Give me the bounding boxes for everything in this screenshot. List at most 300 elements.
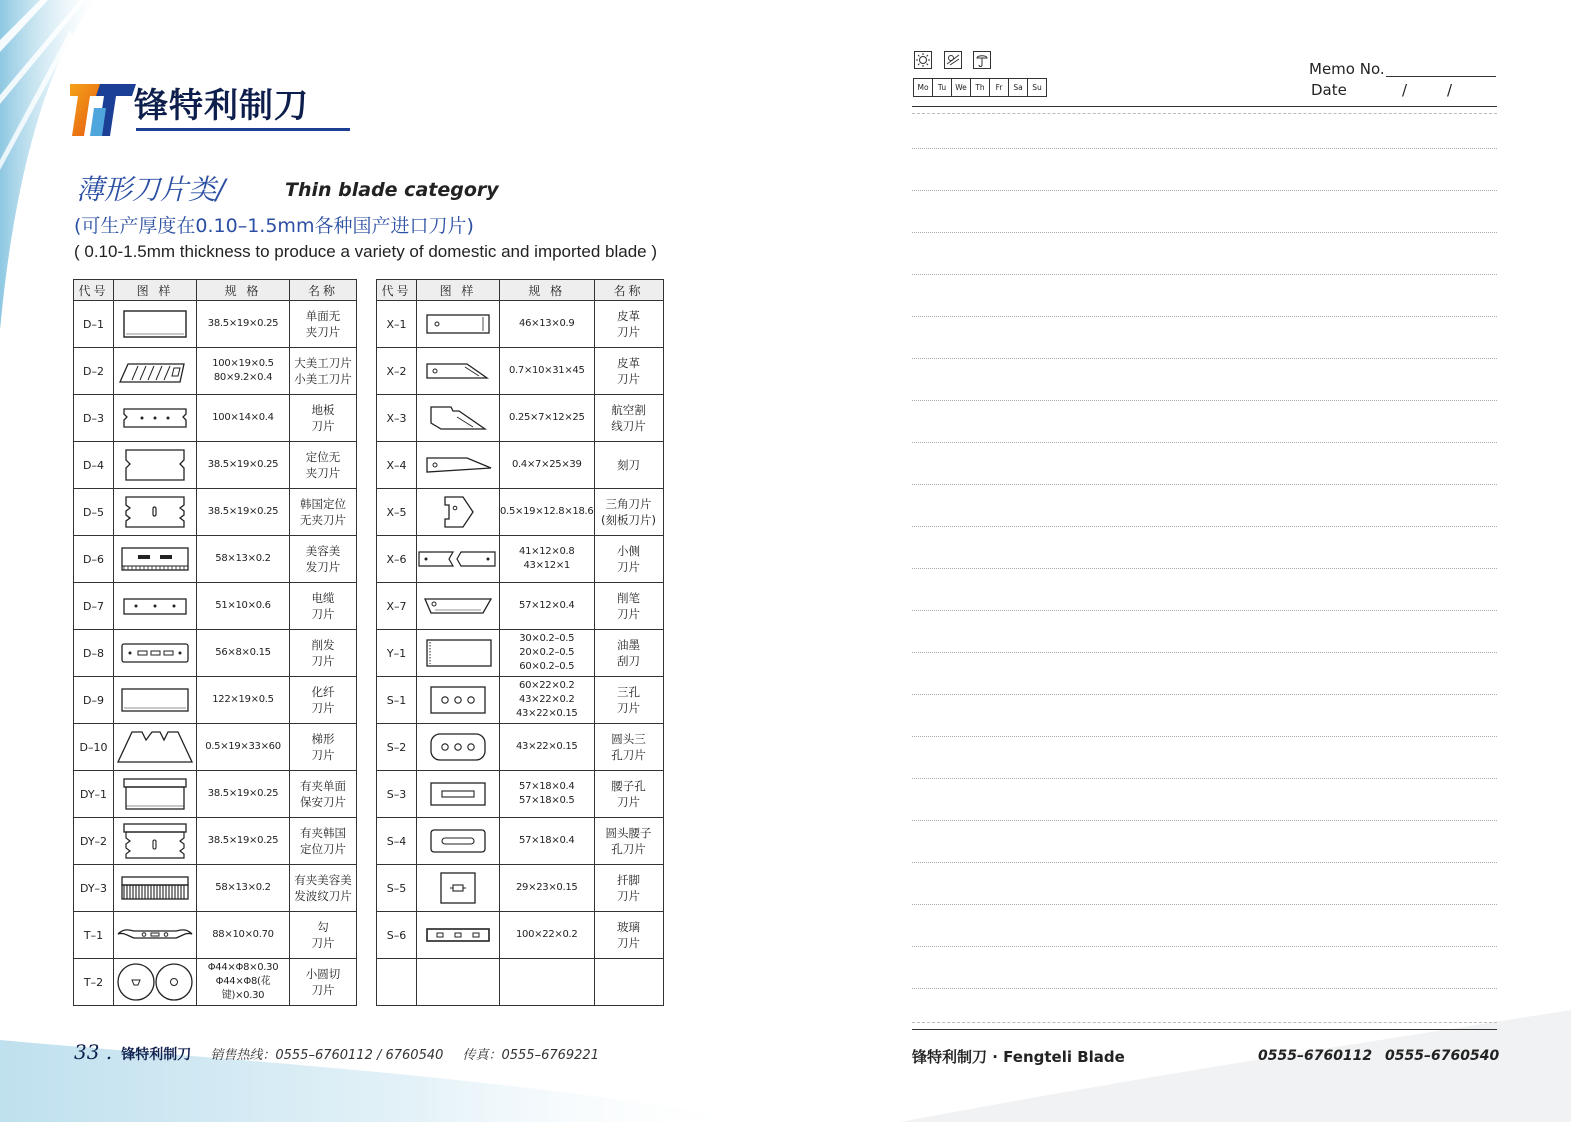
memo-line[interactable] — [912, 358, 1497, 359]
table-row — [74, 630, 357, 677]
memo-line[interactable] — [912, 946, 1497, 947]
blade-name — [290, 865, 357, 912]
spec-line: 51×10×0.6 — [215, 600, 271, 611]
memo-line[interactable] — [912, 904, 1497, 905]
spec-line: 43×22×0.15 — [516, 741, 578, 752]
table-row — [377, 583, 664, 630]
blade-diagram — [417, 489, 500, 536]
engraving-blade-icon — [417, 444, 499, 486]
blade-code: X–6 — [377, 536, 417, 583]
blade-name — [594, 583, 663, 630]
name-line: 孔刀片 — [611, 748, 646, 762]
memo-line[interactable] — [912, 274, 1497, 275]
blade-diagram — [114, 583, 197, 630]
name-line: 地板 — [311, 403, 335, 417]
blade-code: D–6 — [74, 536, 114, 583]
blade-name — [594, 489, 663, 536]
blade-spec — [500, 677, 595, 724]
blade-name — [594, 348, 663, 395]
memo-line[interactable] — [912, 316, 1497, 317]
weekday-sa[interactable]: Sa — [1008, 78, 1028, 97]
name-line: 刀片 — [311, 936, 335, 950]
spec-line: 41×12×0.8 — [519, 546, 575, 557]
blade-diagram — [417, 771, 500, 818]
name-line: 皮革 — [617, 356, 640, 370]
blade-code: DY–3 — [74, 865, 114, 912]
name-line: 小美工刀片 — [294, 372, 352, 386]
blade-code: X–1 — [377, 301, 417, 348]
blade-code: DY–2 — [74, 818, 114, 865]
table-row — [74, 301, 357, 348]
blade-diagram — [114, 912, 197, 959]
blade-spec — [500, 865, 595, 912]
korean-positioning-blade-icon — [114, 491, 196, 533]
blade-spec — [197, 959, 290, 1006]
name-line: 单面无 — [305, 309, 341, 323]
name-line: 三孔 — [617, 685, 640, 699]
name-line: 刀片 — [617, 795, 640, 809]
table-row — [74, 536, 357, 583]
memo-line[interactable] — [912, 526, 1497, 527]
blade-diagram — [114, 771, 197, 818]
name-line: 皮革 — [617, 309, 640, 323]
subtitle-chinese: (可生产厚度在0.10–1.5mm各种国产进口刀片) — [74, 215, 474, 237]
blade-spec — [197, 489, 290, 536]
table-row — [377, 959, 664, 1006]
blade-code: D–1 — [74, 301, 114, 348]
blade-diagram — [114, 489, 197, 536]
spec-line: 100×19×0.5 — [212, 358, 274, 369]
name-line: 削笔 — [617, 591, 640, 605]
memo-top-dash — [912, 113, 1497, 114]
blade-code: D–2 — [74, 348, 114, 395]
footer-fax: 传真：0555–6769221 — [462, 1048, 599, 1063]
blade-diagram — [417, 536, 500, 583]
memo-line[interactable] — [912, 442, 1497, 443]
header-spec: 规 格 — [197, 280, 290, 301]
memo-line[interactable] — [912, 484, 1497, 485]
blade-code — [377, 959, 417, 1006]
name-line: 电缆 — [311, 591, 335, 605]
memo-line[interactable] — [912, 148, 1497, 149]
blade-spec — [197, 536, 290, 583]
blade-diagram — [114, 536, 197, 583]
name-line: 化纤 — [311, 685, 335, 699]
name-line: 削发 — [311, 638, 335, 652]
spec-line: 57×18×0.5 — [519, 795, 575, 806]
blade-diagram — [417, 301, 500, 348]
blade-code: D–5 — [74, 489, 114, 536]
three-hole-blade-icon — [417, 679, 499, 721]
blade-code: DY–1 — [74, 771, 114, 818]
blade-name — [290, 724, 357, 771]
spec-line: 57×12×0.4 — [519, 600, 575, 611]
name-line: 航空割 — [611, 403, 646, 417]
name-line: 定位刀片 — [300, 842, 346, 856]
blade-name — [290, 442, 357, 489]
name-line: 保安刀片 — [300, 795, 346, 809]
cable-blade-icon — [114, 585, 196, 627]
blade-name — [594, 301, 663, 348]
name-line: 圆头三 — [611, 732, 646, 746]
spec-line: 43×22×0.2 — [519, 694, 575, 705]
sun-icon[interactable] — [914, 51, 932, 69]
weekday-tu[interactable]: Tu — [932, 78, 952, 97]
memo-line[interactable] — [912, 652, 1497, 653]
memo-line[interactable] — [912, 400, 1497, 401]
blade-diagram — [417, 583, 500, 630]
blade-spec — [197, 677, 290, 724]
table-row — [74, 348, 357, 395]
date-label: Date — [1311, 81, 1347, 99]
clamped-single-blade-icon — [114, 773, 196, 815]
memo-line[interactable] — [912, 190, 1497, 191]
spec-line: 60×22×0.2 — [519, 680, 575, 691]
spec-line: 57×18×0.4 — [519, 835, 575, 846]
name-line: 刀片 — [617, 607, 640, 621]
date-separator: / — [1447, 81, 1453, 99]
blade-diagram — [114, 630, 197, 677]
spec-line: 30×0.2–0.5 — [519, 633, 575, 644]
header-code: 代号 — [74, 280, 114, 301]
blade-spec — [197, 630, 290, 677]
footer-left — [74, 1040, 599, 1064]
name-line: 有夹美容美 — [294, 873, 352, 887]
weekday-th[interactable]: Th — [970, 78, 990, 97]
blade-code: X–4 — [377, 442, 417, 489]
blade-diagram — [417, 395, 500, 442]
spec-line: 43×22×0.15 — [516, 708, 578, 719]
table-row — [74, 395, 357, 442]
cloudy-icon[interactable] — [944, 51, 962, 69]
memo-bottom-dash — [912, 1022, 1497, 1023]
spec-line: 20×0.2–0.5 — [519, 647, 575, 658]
blade-diagram — [417, 865, 500, 912]
blade-spec — [197, 583, 290, 630]
blade-diagram — [114, 865, 197, 912]
table-row — [377, 301, 664, 348]
footer-brand: 锋特利制刀 — [121, 1047, 192, 1063]
name-line: 孔刀片 — [611, 842, 646, 856]
name-line: 刀片 — [311, 701, 335, 715]
name-line: 刀片 — [311, 983, 335, 997]
spec-line: 88×10×0.70 — [212, 929, 274, 940]
waist-hole-blade-icon — [417, 773, 499, 815]
title-english: Thin blade category — [285, 179, 499, 201]
blade-spec — [197, 818, 290, 865]
footer-right-brand: 锋特利制刀 · Fengteli Blade — [912, 1048, 1125, 1066]
blade-name — [594, 818, 663, 865]
spec-line: 29×23×0.15 — [516, 882, 578, 893]
name-line: 刀片 — [617, 701, 640, 715]
memo-line[interactable] — [912, 568, 1497, 569]
header-name: 名称 — [290, 280, 357, 301]
blade-code: S–1 — [377, 677, 417, 724]
blade-name — [290, 395, 357, 442]
blade-spec — [197, 442, 290, 489]
memo-bottom-rule — [912, 1029, 1497, 1030]
blade-diagram — [417, 912, 500, 959]
name-line: 发刀片 — [305, 560, 341, 574]
memo-line[interactable] — [912, 988, 1497, 989]
table-row — [74, 583, 357, 630]
name-line: 刀片 — [311, 748, 335, 762]
blade-name — [290, 583, 357, 630]
footer-right-phones: 0555–6760112 0555–6760540 — [1258, 1048, 1500, 1064]
blade-name — [290, 489, 357, 536]
name-line: (刻板刀片) — [601, 513, 656, 527]
spec-line: 57×18×0.4 — [519, 781, 575, 792]
blade-name — [290, 536, 357, 583]
blade-spec — [500, 301, 595, 348]
memo-number-label: Memo No. — [1309, 60, 1385, 78]
round-waist-hole-blade-icon — [417, 820, 499, 862]
leather-angled-blade-icon — [417, 350, 499, 392]
blade-name — [594, 677, 663, 724]
subtitle-english: ( 0.10-1.5mm thickness to produce a variety of domestic and imported blade ) — [74, 242, 658, 261]
blade-spec — [500, 442, 595, 489]
memo-line[interactable] — [912, 736, 1497, 737]
name-line: 无夹刀片 — [300, 513, 346, 527]
blade-name — [290, 912, 357, 959]
name-line: 三角刀片 — [605, 497, 652, 511]
blade-code: T–2 — [74, 959, 114, 1006]
spec-line: 58×13×0.2 — [215, 882, 271, 893]
blade-diagram — [114, 395, 197, 442]
blade-diagram — [114, 442, 197, 489]
table-row — [377, 442, 664, 489]
blade-spec — [197, 912, 290, 959]
blade-code: D–8 — [74, 630, 114, 677]
memo-line[interactable] — [912, 694, 1497, 695]
table-row — [74, 865, 357, 912]
table-row — [377, 724, 664, 771]
logo-mark-icon — [70, 80, 136, 136]
name-line: 梯形 — [311, 732, 335, 746]
name-line: 夹刀片 — [305, 325, 341, 339]
blade-code: D–7 — [74, 583, 114, 630]
name-line: 刀片 — [311, 607, 335, 621]
blade-spec — [500, 489, 595, 536]
date-separator: / — [1402, 81, 1408, 99]
blade-name — [290, 818, 357, 865]
blade-spec — [500, 912, 595, 959]
blade-name — [290, 630, 357, 677]
blade-code: D–9 — [74, 677, 114, 724]
spec-line: 100×22×0.2 — [516, 929, 578, 940]
name-line: 刻刀 — [617, 458, 640, 472]
table-row — [74, 724, 357, 771]
blade-diagram — [114, 959, 197, 1006]
rain-icon[interactable] — [973, 51, 991, 69]
name-line: 线刀片 — [611, 419, 646, 433]
table-row — [74, 818, 357, 865]
spec-line: 38.5×19×0.25 — [207, 788, 279, 799]
floor-blade-icon — [114, 397, 196, 439]
name-line: 大美工刀片 — [294, 356, 352, 370]
title-chinese: 薄形刀片类/ — [76, 173, 226, 206]
blade-name — [594, 442, 663, 489]
blade-spec — [500, 724, 595, 771]
header-code: 代号 — [377, 280, 417, 301]
blade-spec — [197, 865, 290, 912]
spec-line: 0.4×7×25×39 — [511, 459, 582, 470]
table-row — [377, 677, 664, 724]
header-spec: 规 格 — [500, 280, 595, 301]
name-line: 美容美 — [305, 544, 341, 558]
blade-name — [594, 724, 663, 771]
blade-spec — [197, 348, 290, 395]
table-row — [377, 348, 664, 395]
table-row — [74, 489, 357, 536]
name-line: 有夹韩国 — [300, 826, 346, 840]
weekday-mo[interactable]: Mo — [913, 78, 933, 97]
name-line: 发波纹刀片 — [294, 889, 352, 903]
utility-knife-blade-icon — [114, 350, 196, 392]
weekday-we[interactable]: We — [951, 78, 971, 97]
logo-underline — [136, 128, 350, 131]
blade-spec — [500, 536, 595, 583]
table-row — [74, 677, 357, 724]
spec-line: 38.5×19×0.25 — [207, 835, 279, 846]
weekday-selector — [914, 78, 1047, 97]
spec-line: 0.25×7×12×25 — [508, 412, 585, 423]
blade-spec — [500, 771, 595, 818]
clamped-wave-blade-icon — [114, 867, 196, 909]
memo-top-rule — [912, 106, 1497, 107]
table-row — [377, 818, 664, 865]
name-line: 腰子孔 — [611, 779, 646, 793]
spec-line: 100×14×0.4 — [212, 412, 274, 423]
memo-line[interactable] — [912, 232, 1497, 233]
spec-line: Φ44×Φ8×0.30 — [207, 962, 279, 973]
hair-shaving-blade-icon — [114, 632, 196, 674]
spec-line: 56×8×0.15 — [215, 647, 271, 658]
blade-diagram — [114, 301, 197, 348]
blade-diagram — [417, 677, 500, 724]
name-line: 刀片 — [617, 372, 640, 386]
table-row — [377, 630, 664, 677]
blade-spec — [500, 959, 595, 1006]
spec-line: 38.5×19×0.25 — [207, 318, 279, 329]
name-line: 刀片 — [311, 419, 335, 433]
spec-line: 58×13×0.2 — [215, 553, 271, 564]
blade-name — [290, 301, 357, 348]
blade-code: X–7 — [377, 583, 417, 630]
blade-code: S–5 — [377, 865, 417, 912]
name-line: 刀片 — [311, 654, 335, 668]
blade-spec — [197, 724, 290, 771]
name-line: 刀片 — [617, 936, 640, 950]
blade-name — [594, 959, 663, 1006]
memo-number-field[interactable] — [1386, 76, 1496, 77]
blade-diagram — [114, 348, 197, 395]
blade-name — [594, 395, 663, 442]
header-diagram: 图 样 — [417, 280, 500, 301]
blade-code: S–6 — [377, 912, 417, 959]
weekday-fr[interactable]: Fr — [989, 78, 1009, 97]
blade-code: S–4 — [377, 818, 417, 865]
memo-line[interactable] — [912, 820, 1497, 821]
name-line: 定位无 — [305, 450, 341, 464]
small-side-blade-icon — [417, 538, 499, 580]
spec-line: 60×0.2–0.5 — [519, 661, 575, 672]
round-three-hole-blade-icon — [417, 726, 499, 768]
blade-name — [290, 677, 357, 724]
blade-table-left — [73, 279, 357, 1006]
blade-spec — [500, 818, 595, 865]
table-row — [377, 536, 664, 583]
blade-diagram — [114, 677, 197, 724]
blade-name — [594, 536, 663, 583]
blade-name — [290, 959, 357, 1006]
table-row — [377, 771, 664, 818]
footer-hotline: 销售热线：0555–6760112 / 6760540 — [210, 1048, 444, 1063]
blade-diagram — [417, 959, 500, 1006]
spec-line: Φ44×Φ8(花键)×0.30 — [215, 976, 271, 1001]
rectangle-blade-icon — [114, 303, 196, 345]
blade-diagram — [114, 724, 197, 771]
spec-line: 38.5×19×0.25 — [207, 459, 279, 470]
table-row — [74, 912, 357, 959]
blade-spec — [500, 630, 595, 677]
blade-spec — [197, 771, 290, 818]
name-line: 圆头腰子 — [605, 826, 652, 840]
ink-scraper-blade-icon — [417, 632, 499, 674]
name-line: 刀片 — [617, 325, 640, 339]
name-line: 有夹单面 — [300, 779, 346, 793]
blade-name — [594, 771, 663, 818]
weekday-su[interactable]: Su — [1027, 78, 1047, 97]
page-number: 33 . — [74, 1040, 113, 1064]
blade-code: X–3 — [377, 395, 417, 442]
blade-diagram — [417, 442, 500, 489]
spec-line: 0.5×19×12.8×18.6 — [500, 506, 594, 517]
blade-spec — [197, 301, 290, 348]
blade-name — [594, 630, 663, 677]
table-row — [377, 395, 664, 442]
pedicure-blade-icon — [417, 867, 499, 909]
blade-code: T–1 — [74, 912, 114, 959]
blade-table-right — [376, 279, 664, 1006]
hook-blade-icon — [114, 914, 196, 956]
pencil-sharpener-blade-icon — [417, 585, 499, 627]
name-line: 勾 — [317, 920, 329, 934]
blade-code: X–2 — [377, 348, 417, 395]
blade-code: S–3 — [377, 771, 417, 818]
blade-code: D–4 — [74, 442, 114, 489]
name-line: 小圆切 — [305, 967, 341, 981]
table-row — [74, 959, 357, 1006]
blade-diagram — [114, 818, 197, 865]
blade-name — [594, 865, 663, 912]
logo-text: 锋特利制刀 — [134, 86, 309, 126]
name-line: 扦脚 — [617, 873, 640, 887]
trapezoid-blade-icon — [114, 726, 196, 768]
memo-line[interactable] — [912, 610, 1497, 611]
table-row — [74, 771, 357, 818]
memo-line[interactable] — [912, 862, 1497, 863]
blade-spec — [500, 348, 595, 395]
name-line: 小侧 — [617, 544, 640, 558]
memo-line[interactable] — [912, 778, 1497, 779]
header-diagram: 图 样 — [114, 280, 197, 301]
blade-code: Y–1 — [377, 630, 417, 677]
spec-line: 46×13×0.9 — [519, 318, 575, 329]
spec-line: 0.7×10×31×45 — [508, 365, 585, 376]
table-row — [74, 442, 357, 489]
blade-spec — [197, 395, 290, 442]
